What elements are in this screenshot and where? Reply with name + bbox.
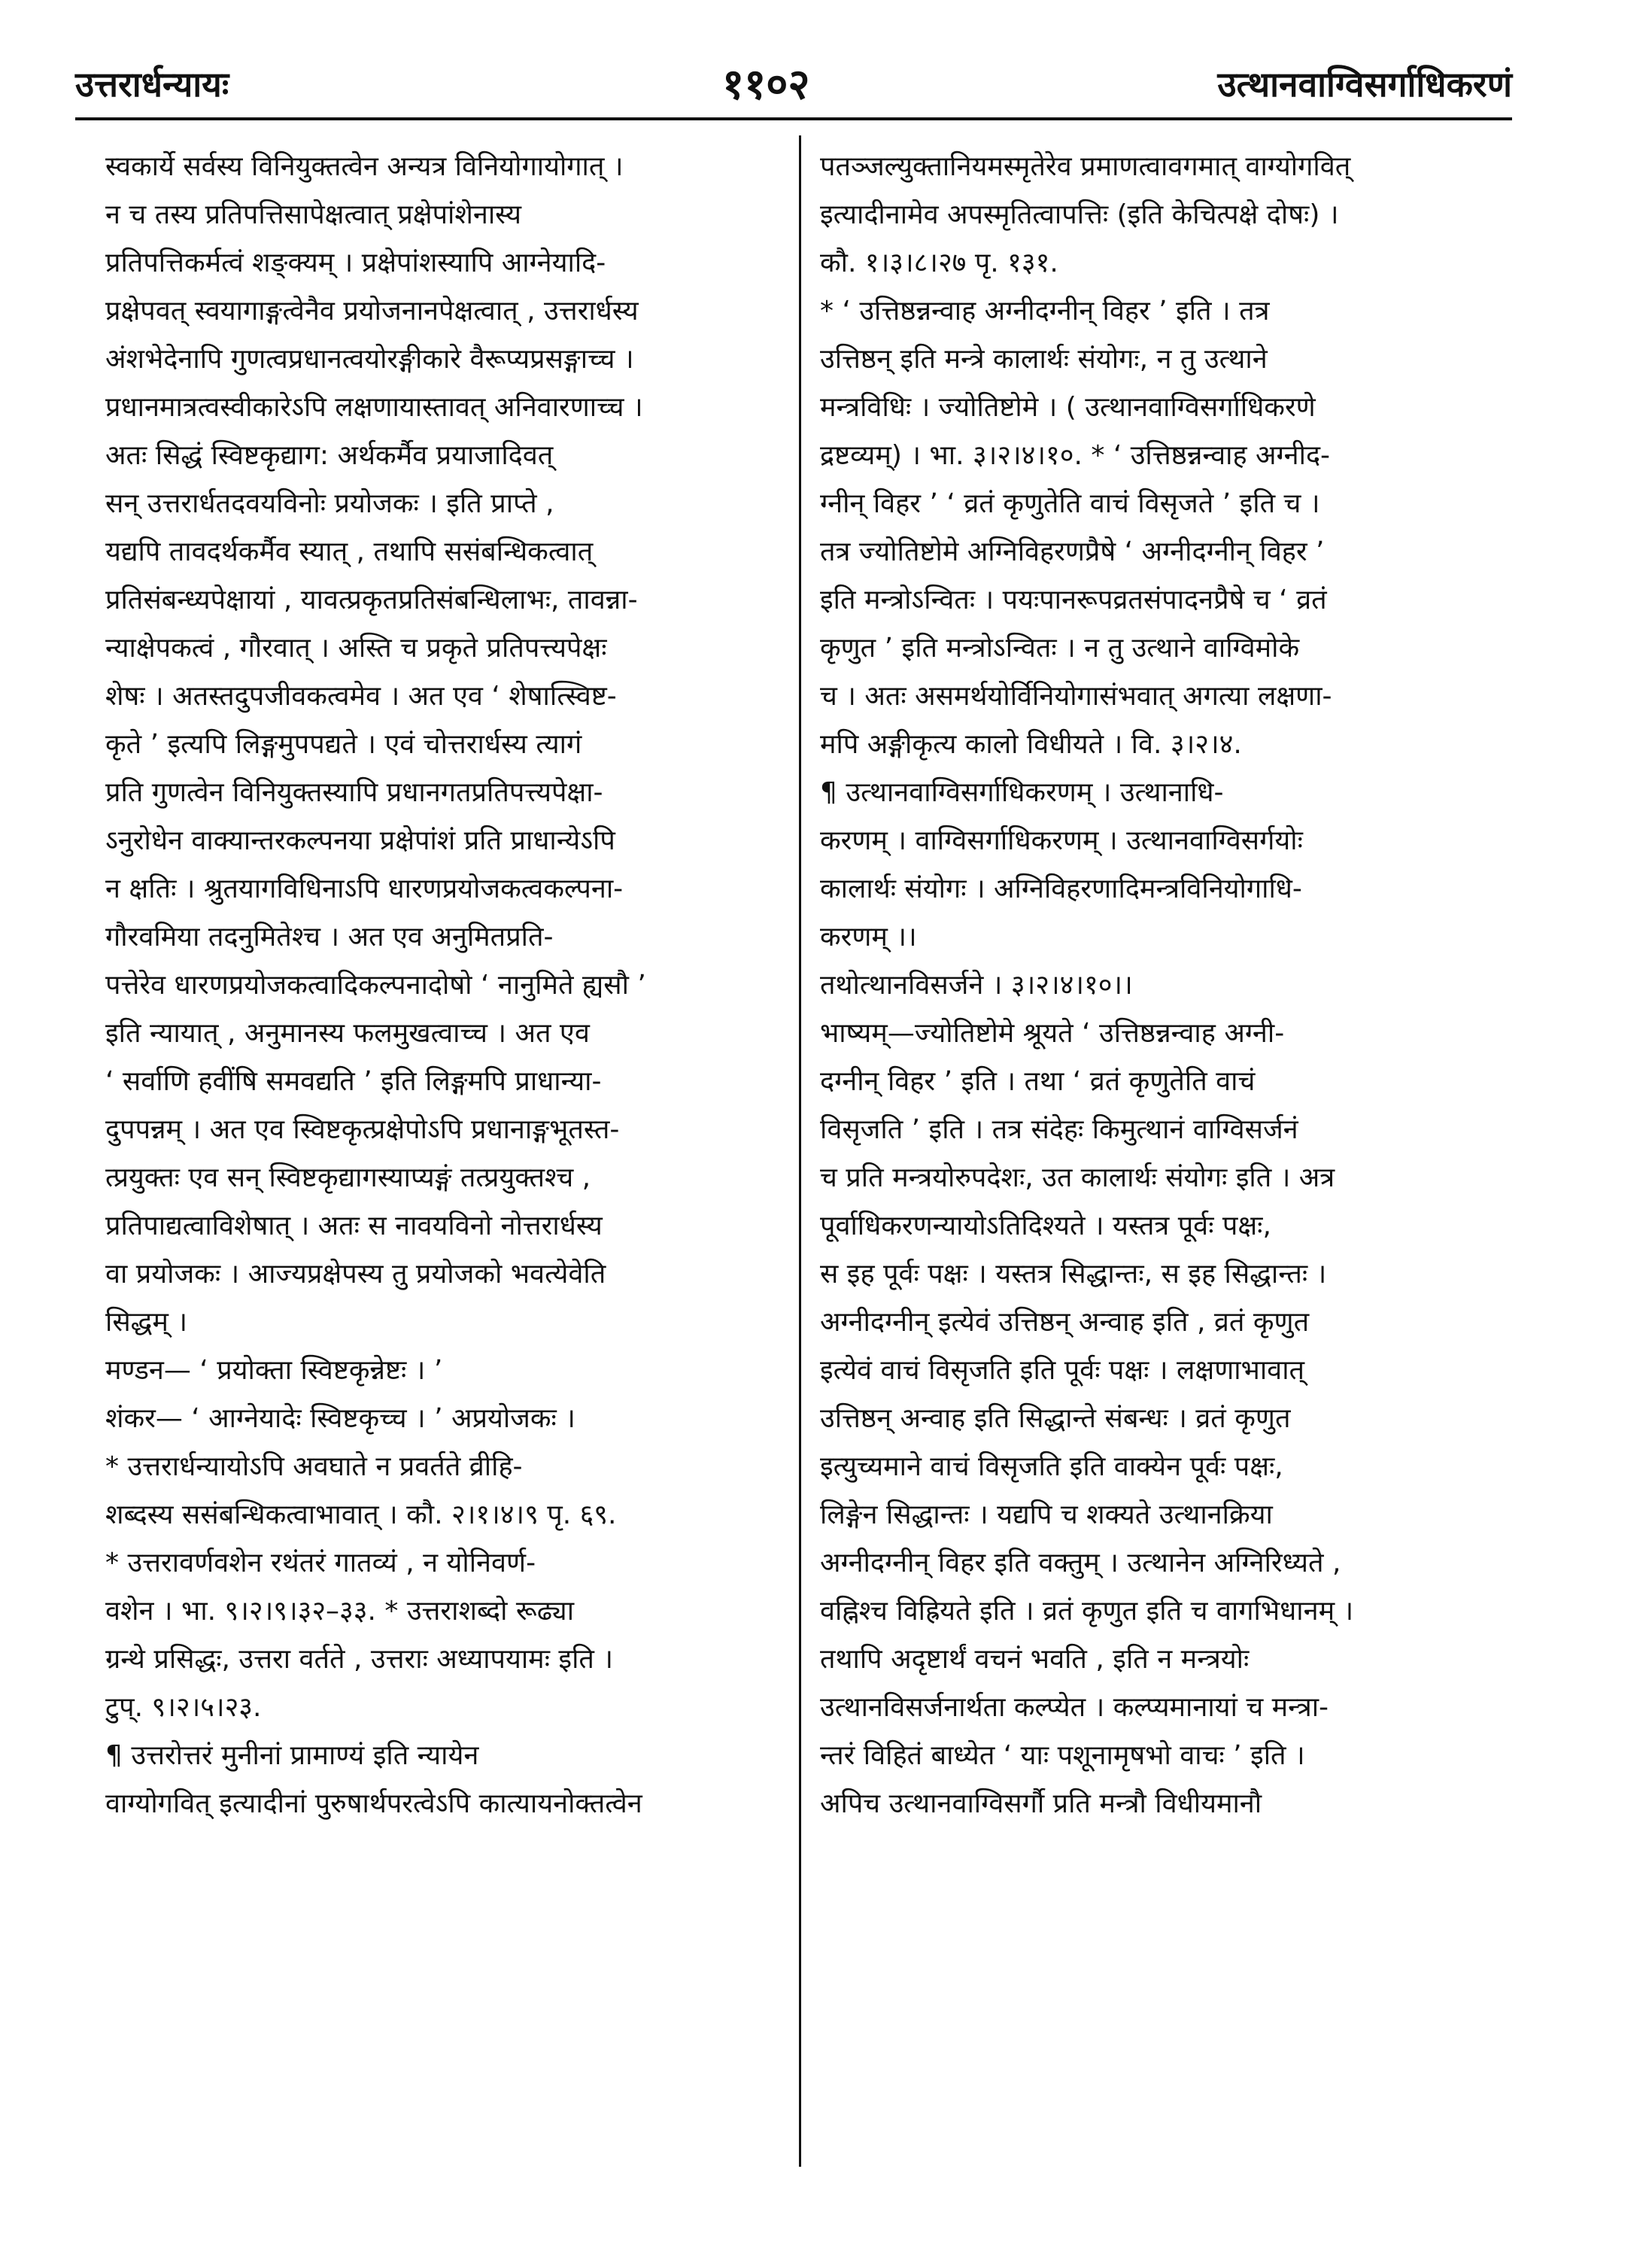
left-column-line: स्वकार्ये सर्वस्य विनियुक्तत्वेन अन्यत्र विनियोगायोगात् । (105, 151, 624, 182)
left-column-line: दुपपन्नम् । अत एव स्विष्टकृत्प्रक्षेपोऽपि प्रधानाङ्गभूतस्त- (105, 1114, 620, 1145)
right-column-line: कृणुत ’ इति मन्त्रोऽन्वितः । न तु उत्थाने वाग्विमोके (820, 633, 1300, 664)
right-column-line: पूर्वाधिकरणन्यायोऽतिदिश्यते । यस्तत्र पूर्वः पक्षः, (820, 1211, 1271, 1241)
right-column-line: इत्यादीनामेव अपस्मृतित्वापत्तिः (इति केचित्पक्षे दोषः) । (820, 199, 1339, 230)
right-column-line: मपि अङ्गीकृत्य कालो विधीयते । वि. ३।२।४. (820, 729, 1242, 760)
right-column-line: करणम् । वाग्विसर्गाधिकरणम् । उत्थानवाग्विसर्गयोः (820, 825, 1303, 856)
left-column-line: * उत्तरार्धन्यायोऽपि अवघाते न प्रवर्तते व्रीहि- (105, 1451, 523, 1482)
right-column-line: इति मन्त्रोऽन्वितः । पयःपानरूपव्रतसंपादनप्रैषे च ‘ व्रतं (820, 585, 1327, 615)
left-column-line: ग्रन्थे प्रसिद्धः, उत्तरा वर्तते , उत्तराः अध्यापयामः इति । (105, 1644, 614, 1675)
left-column-line: न क्षतिः । श्रुतयागविधिनाऽपि धारणप्रयोजकत्वकल्पना- (105, 873, 624, 904)
left-column-line: वशेन । भा. ९।२।९।३२–३३. * उत्तराशब्दो रूढ्या (105, 1596, 575, 1627)
right-column-line: उत्तिष्ठन् इति मन्त्रे कालार्थः संयोगः, न तु उत्थाने (820, 344, 1268, 375)
left-column-line: वाग्योगवित् इत्यादीनां पुरुषार्थपरत्वेऽपि कात्यायनोक्तत्वेन (105, 1788, 642, 1819)
left-column-line: इति न्यायात् , अनुमानस्य फलमुखत्वाच्च । अत एव (105, 1018, 590, 1049)
left-column-line: शंकर— ‘ आग्नेयादेः स्विष्टकृच्च । ’ अप्रयोजकः । (105, 1403, 575, 1434)
header-left-title: उत्तरार्धन्यायः (75, 64, 229, 105)
right-column-line: उत्थानविसर्जनार्थता कल्प्येत । कल्प्यमानायां च मन्त्रा- (820, 1692, 1329, 1723)
left-column-line: वा प्रयोजकः । आज्यप्रक्षेपस्य तु प्रयोजको भवत्येवेति (105, 1259, 606, 1290)
left-column-line: मण्डन— ‘ प्रयोक्ता स्विष्टकृन्नेष्टः । ’ (105, 1355, 443, 1386)
left-column-line: प्रतिपाद्यत्वाविशेषात् । अतः स नावयविनो नोत्तरार्धस्य (105, 1211, 603, 1241)
header-rule (75, 117, 1512, 120)
right-column-line: अपिच उत्थानवाग्विसर्गौ प्रति मन्त्रौ विधीयमानौ (820, 1788, 1262, 1819)
left-column-line: टुप्. ९।२।५।२३. (105, 1692, 262, 1723)
left-column-line: ¶ उत्तरोत्तरं मुनीनां प्रामाण्यं इति न्यायेन (105, 1740, 479, 1771)
left-column-line: शब्दस्य ससंबन्धिकत्वाभावात् । कौ. २।१।४।९ पृ. ६९. (105, 1499, 617, 1530)
left-column (105, 143, 782, 2174)
left-column-line: प्रतिसंबन्ध्यपेक्षायां , यावत्प्रकृतप्रतिसंबन्धिलाभः, तावन्ना- (105, 585, 638, 615)
right-column-line: च प्रति मन्त्रयोरुपदेशः, उत कालार्थः संयोगः इति । अत्र (820, 1162, 1335, 1193)
right-column-line: भाष्यम्—ज्योतिष्टोमे श्रूयते ‘ उत्तिष्ठन्नन्वाह अग्नी- (820, 1018, 1285, 1049)
right-column-line: लिङ्गेन सिद्धान्तः । यद्यपि च शक्यते उत्थानक्रिया (820, 1499, 1273, 1530)
left-column-line: अतः सिद्धं स्विष्टकृद्याग: अर्थकर्मैव प्रयाजादिवत् (105, 440, 554, 471)
left-column-line: ऽनुरोधेन वाक्यान्तरकल्पनया प्रक्षेपांशं प्रति प्राधान्येऽपि (105, 825, 615, 856)
right-column-line: इत्येवं वाचं विसृजति इति पूर्वः पक्षः । लक्षणाभावात् (820, 1355, 1305, 1386)
right-column-line: अग्नीदग्नीन् इत्येवं उत्तिष्ठन् अन्वाह इति , व्रतं कृणुत (820, 1307, 1310, 1338)
right-column-line: तथापि अदृष्टार्थं वचनं भवति , इति न मन्त्रयोः (820, 1644, 1250, 1675)
right-column-line: कालार्थः संयोगः । अग्निविहरणादिमन्त्रविनियोगाधि- (820, 873, 1302, 904)
left-column-line: न्याक्षेपकत्वं , गौरवात् । अस्ति च प्रकृते प्रतिपत्त्यपेक्षः (105, 633, 607, 664)
right-column-line: तत्र ज्योतिष्टोमे अग्निविहरणप्रैषे ‘ अग्नीदग्नीन् विहर ’ (820, 536, 1325, 567)
left-column-line: त्प्रयुक्तः एव सन् स्विष्टकृद्यागस्याप्यङ्गं तत्प्रयुक्तश्च , (105, 1162, 591, 1193)
right-column-line: वह्निश्च विह्रियते इति । व्रतं कृणुत इति च वागभिधानम् । (820, 1596, 1354, 1627)
left-column-line: न च तस्य प्रतिपत्तिसापेक्षत्वात् प्रक्षेपांशेनास्य (105, 199, 522, 230)
right-column-line: द्रष्टव्यम्) । भा. ३।२।४।१०. * ‘ उत्तिष्ठन्नन्वाह अग्नीद- (820, 440, 1331, 471)
right-column-line: दग्नीन् विहर ’ इति । तथा ‘ व्रतं कृणुतेति वाचं (820, 1066, 1256, 1097)
page-number: ११०२ (722, 60, 810, 109)
right-column-line: * ‘ उत्तिष्ठन्नन्वाह अग्नीदग्नीन् विहर ’ इति । तत्र (820, 296, 1270, 327)
right-column-line: अग्नीदग्नीन् विहर इति वक्तुम् । उत्थानेन अग्निरिध्यते , (820, 1548, 1341, 1578)
running-header (75, 45, 1512, 135)
left-column-line: सन् उत्तरार्धतदवयविनोः प्रयोजकः । इति प्राप्ते , (105, 488, 554, 519)
right-column-line: करणम् ।। (820, 922, 917, 952)
column-divider (799, 135, 801, 2167)
right-column-line: ¶ उत्थानवाग्विसर्गाधिकरणम् । उत्थानाधि- (820, 777, 1224, 808)
left-column-line: * उत्तरावर्णवशेन रथंतरं गातव्यं , न योनिवर्ण- (105, 1548, 536, 1578)
left-column-line: प्रधानमात्रत्वस्वीकारेऽपि लक्षणायास्तावत् अनिवारणाच्च । (105, 392, 643, 423)
left-column-line: पत्तेरेव धारणप्रयोजकत्वादिकल्पनादोषो ‘ नानुमिते ह्यसौ ’ (105, 970, 646, 1001)
right-column-line: उत्तिष्ठन् अन्वाह इति सिद्धान्ते संबन्धः । व्रतं कृणुत (820, 1403, 1291, 1434)
right-column-line: न्तरं विहितं बाध्येत ‘ याः पशूनामृषभो वाचः ’ इति । (820, 1740, 1305, 1771)
left-column-line: कृते ’ इत्यपि लिङ्गमुपपद्यते । एवं चोत्तरार्धस्य त्यागं (105, 729, 582, 760)
left-column-line: सिद्धम् । (105, 1307, 188, 1338)
left-column-line: प्रति गुणत्वेन विनियुक्तस्यापि प्रधानगतप्रतिपत्त्यपेक्षा- (105, 777, 603, 808)
left-column-line: प्रक्षेपवत् स्वयागाङ्गत्वेनैव प्रयोजनानपेक्षत्वात् , उत्तरार्धस्य (105, 296, 639, 327)
left-column-line: शेषः । अतस्तदुपजीवकत्वमेव । अत एव ‘ शेषात्स्विष्ट- (105, 681, 617, 712)
right-column (820, 143, 1497, 2174)
left-column-line: अंशभेदेनापि गुणत्वप्रधानत्वयोरङ्गीकारे वैरूप्यप्रसङ्गाच्च । (105, 344, 634, 375)
left-column-line: प्रतिपत्तिकर्मत्वं शङ्क्यम् । प्रक्षेपांशस्यापि आग्नेयादि- (105, 248, 606, 278)
right-column-line: मन्त्रविधिः । ज्योतिष्टोमे । ( उत्थानवाग्विसर्गाधिकरणे (820, 392, 1316, 423)
left-column-line: यद्यपि तावदर्थकर्मैव स्यात् , तथापि ससंबन्धिकत्वात् (105, 536, 594, 567)
right-column-line: पतञ्जल्युक्तानियमस्मृतेरेव प्रमाणत्वावगमात् वाग्योगवित् (820, 151, 1351, 182)
left-column-line: गौरवमिया तदनुमितेश्च । अत एव अनुमितप्रति- (105, 922, 554, 952)
right-column-line: इत्युच्यमाने वाचं विसृजति इति वाक्येन पूर्वः पक्षः, (820, 1451, 1283, 1482)
right-column-line: च । अतः असमर्थयोर्विनियोगासंभवात् अगत्या लक्षणा- (820, 681, 1332, 712)
right-column-line: ग्नीन् विहर ’ ‘ व्रतं कृणुतेति वाचं विसृजते ’ इति च । (820, 488, 1320, 519)
right-column-line: तथोत्थानविसर्जने । ३।२।४।१०।। (820, 970, 1133, 1001)
right-column-line: स इह पूर्वः पक्षः । यस्तत्र सिद्धान्तः, स इह सिद्धान्तः । (820, 1259, 1327, 1290)
right-column-line: विसृजति ’ इति । तत्र संदेहः किमुत्थानं वाग्विसर्जनं (820, 1114, 1298, 1145)
right-column-line: कौ. १।३।८।२७ पृ. १३१. (820, 248, 1058, 278)
header-right-title: उत्थानवाग्विसर्गाधिकरणं (1217, 64, 1512, 105)
left-column-line: ‘ सर्वाणि हवींषि समवद्यति ’ इति लिङ्गमपि प्राधान्या- (105, 1066, 602, 1097)
